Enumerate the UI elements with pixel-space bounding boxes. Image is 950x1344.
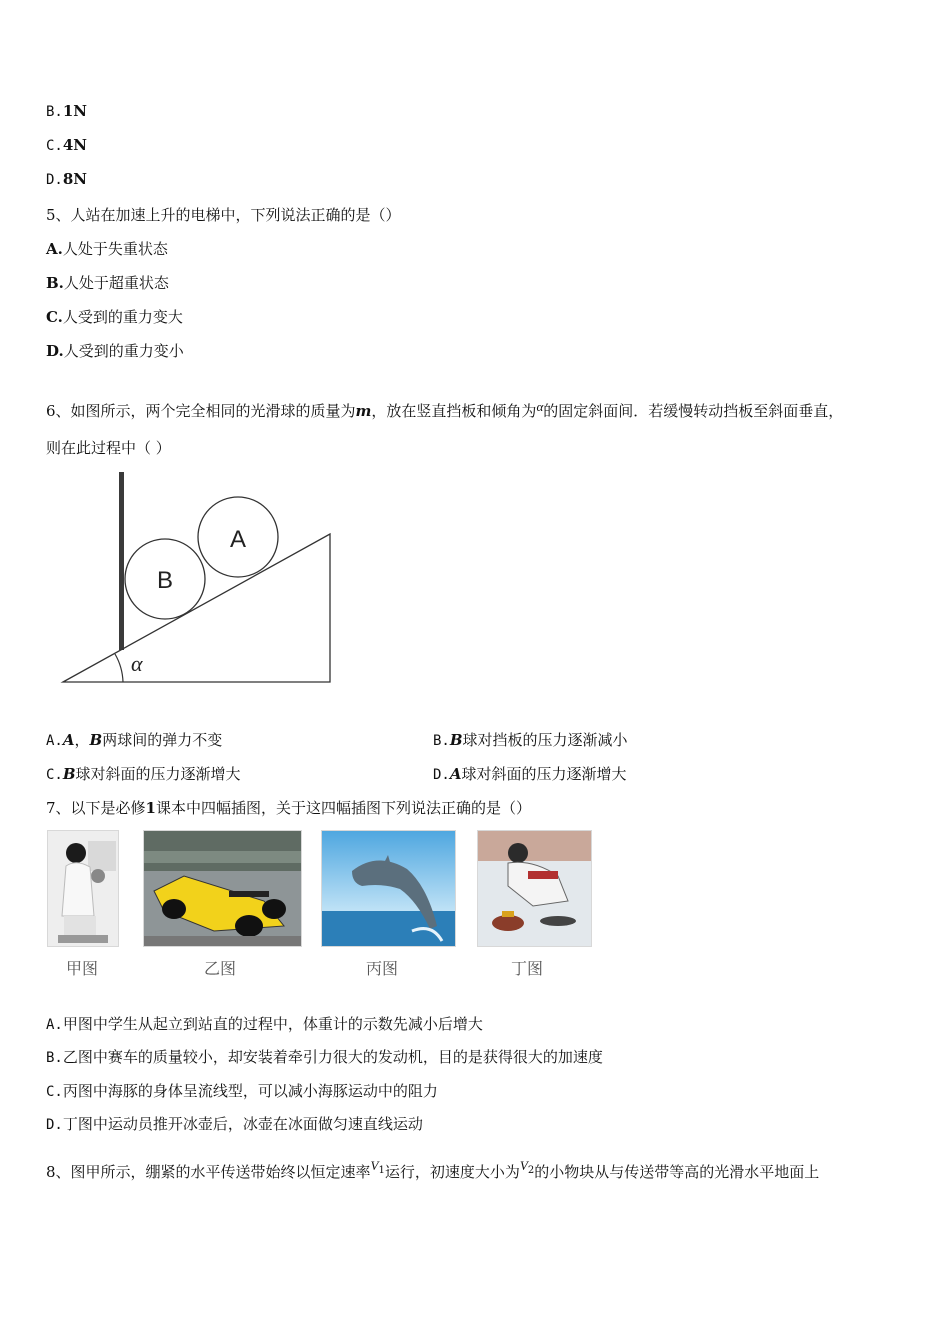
q5-option-d: D.人受到的重力变小 (46, 342, 184, 360)
q6-stem-line2: 则在此过程中（ ） (46, 439, 171, 457)
q7-stem: 7、以下是必修1课本中四幅插图，关于这四幅插图下列说法正确的是（） (46, 799, 531, 817)
q6-option-c: C.B球对斜面的压力逐渐增大 (46, 765, 241, 783)
vertical-baffle (119, 472, 124, 650)
q6-option-a: A.A，B两球间的弹力不变 (46, 731, 223, 749)
q8-stem: 8、图甲所示，绷紧的水平传送带始终以恒定速率$V^1$运行，初速度大小为$V^2$的小物块从与传送带等高的光滑水平地面上 (46, 1158, 820, 1181)
ball-a-label: A (229, 526, 247, 553)
caption-jia: 甲图 (66, 959, 99, 978)
photo-curling (477, 830, 592, 947)
caption-ding: 丁图 (511, 959, 544, 978)
ball-b-label: B (156, 567, 174, 594)
q6-stem: 6、如图所示，两个完全相同的光滑球的质量为m，放在竖直挡板和倾角为α的固定斜面间．若缓慢转动挡板至斜面垂直， (46, 399, 844, 420)
q4-option-c: C.4N (46, 136, 88, 154)
angle-arc (115, 654, 123, 682)
caption-yi: 乙图 (204, 959, 237, 978)
photo-student-on-scale (47, 830, 119, 947)
q7-option-c: C.丙图中海豚的身体呈流线型，可以减小海豚运动中的阻力 (46, 1082, 438, 1100)
q5-option-a: A.人处于失重状态 (46, 240, 168, 258)
q5-stem: 5、人站在加速上升的电梯中，下列说法正确的是（） (46, 206, 401, 224)
photo-dolphin (321, 830, 456, 947)
photo-race-car (143, 830, 302, 947)
q6-option-b: B.B球对挡板的压力逐渐减小 (433, 731, 628, 749)
q7-option-b: B.乙图中赛车的质量较小，却安装着牵引力很大的发动机，目的是获得很大的加速度 (46, 1048, 603, 1066)
q6-option-d: D.A球对斜面的压力逐渐增大 (433, 765, 627, 783)
caption-bing: 丙图 (366, 959, 399, 978)
angle-label: α (131, 651, 143, 676)
q5-option-c: C.人受到的重力变大 (46, 308, 183, 326)
q5-option-b: B.人处于超重状态 (46, 274, 169, 292)
q7-option-a: A.甲图中学生从起立到站直的过程中，体重计的示数先减小后增大 (46, 1015, 483, 1033)
q4-option-b: B.1N (46, 102, 88, 120)
q7-option-d: D.丁图中运动员推开冰壶后，冰壶在冰面做匀速直线运动 (46, 1115, 423, 1133)
q4-option-d: D.8N (46, 170, 88, 188)
q6-figure (55, 468, 340, 690)
